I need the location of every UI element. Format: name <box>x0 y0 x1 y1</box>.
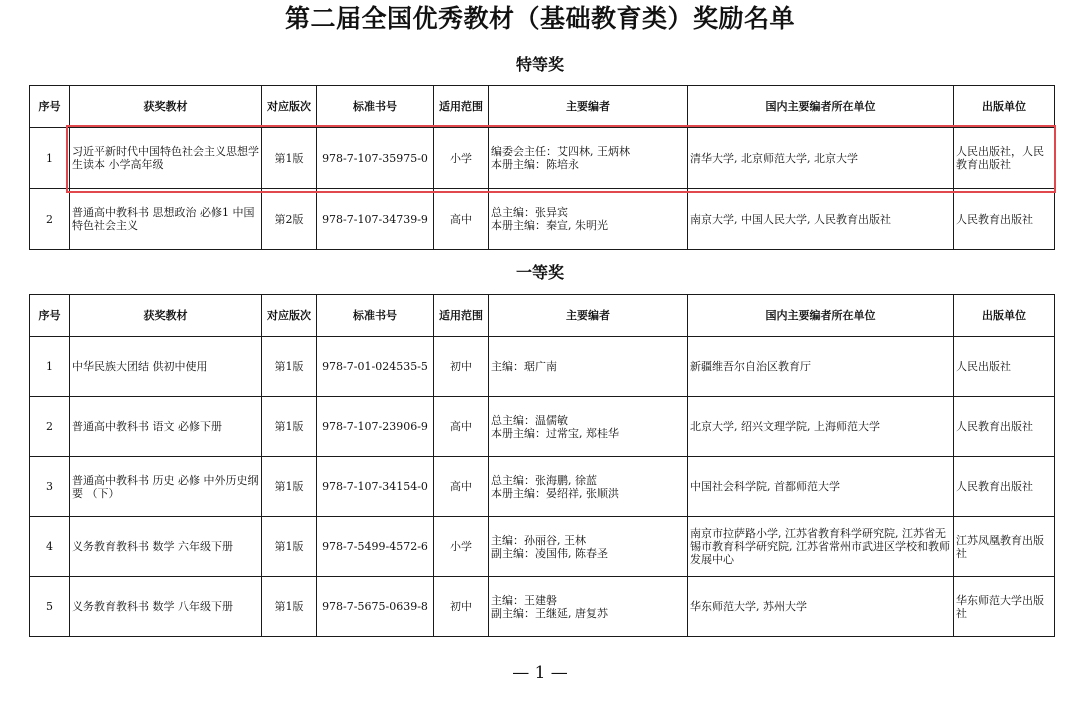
header-editors: 主要编者 <box>489 295 688 337</box>
cell-textbook: 普通高中教科书 历史 必修 中外历史纲要 （下） <box>70 457 262 517</box>
editor-line: 本册主编：秦宣, 朱明光 <box>491 219 608 232</box>
cell-units: 清华大学, 北京师范大学, 北京大学 <box>688 128 954 189</box>
table-row <box>30 128 1055 189</box>
cell-units: 华东师范大学, 苏州大学 <box>688 577 954 637</box>
cell-publisher: 人民出版社 <box>954 337 1055 397</box>
cell-edition: 第1版 <box>262 397 317 457</box>
editor-line: 副主编：凌国伟, 陈春圣 <box>491 546 608 560</box>
header-no: 序号 <box>30 86 70 128</box>
cell-scope: 初中 <box>434 337 489 397</box>
cell-isbn: 978-7-5675-0639-8 <box>317 577 434 637</box>
document-title: 第二届全国优秀教材（基础教育类）奖励名单 <box>284 4 795 33</box>
cell-publisher: 人民教育出版社 <box>954 189 1055 250</box>
page-number: — 1 — <box>512 663 568 683</box>
cell-isbn: 978-7-107-23906-9 <box>317 397 434 457</box>
cell-units: 新疆维吾尔自治区教育厅 <box>688 337 954 397</box>
editor-line: 主编：孙丽谷, 王林 <box>491 533 586 547</box>
cell-edition: 第1版 <box>262 337 317 397</box>
cell-edition: 第1版 <box>262 577 317 637</box>
cell-no: 4 <box>30 517 70 577</box>
cell-scope: 高中 <box>434 397 489 457</box>
special-prize-table <box>29 85 1055 250</box>
cell-edition: 第1版 <box>262 457 317 517</box>
cell-isbn: 978-7-107-34739-9 <box>317 189 434 250</box>
cell-scope: 小学 <box>434 517 489 577</box>
cell-textbook: 习近平新时代中国特色社会主义思想学生读本 小学高年级 <box>70 128 262 189</box>
cell-editors <box>489 189 688 250</box>
cell-publisher: 华东师范大学出版社 <box>954 577 1055 637</box>
cell-units: 中国社会科学院, 首都师范大学 <box>688 457 954 517</box>
editor-line: 副主编：王继延, 唐复苏 <box>491 606 608 620</box>
header-edition: 对应版次 <box>262 295 317 337</box>
editor-line: 总主编：温儒敏 <box>491 413 568 427</box>
header-publisher: 出版单位 <box>954 86 1055 128</box>
section-title-first-prize: 一等奖 <box>515 263 564 282</box>
table-header-row <box>30 86 1055 128</box>
cell-editors <box>489 128 688 189</box>
cell-textbook: 中华民族大团结 供初中使用 <box>70 337 262 397</box>
header-editors: 主要编者 <box>489 86 688 128</box>
header-isbn: 标准书号 <box>317 295 434 337</box>
header-units: 国内主要编者所在单位 <box>688 86 954 128</box>
cell-editors <box>489 457 688 517</box>
first-prize-table <box>29 294 1055 637</box>
header-edition: 对应版次 <box>262 86 317 128</box>
header-scope: 适用范围 <box>434 295 489 337</box>
cell-no: 1 <box>30 128 70 189</box>
cell-units: 北京大学, 绍兴文理学院, 上海师范大学 <box>688 397 954 457</box>
table-row <box>30 397 1055 457</box>
cell-publisher: 人民教育出版社 <box>954 397 1055 457</box>
editor-line: 本册主编：陈培永 <box>491 158 579 171</box>
header-isbn: 标准书号 <box>317 86 434 128</box>
cell-editors <box>489 577 688 637</box>
header-no: 序号 <box>30 295 70 337</box>
cell-edition: 第1版 <box>262 517 317 577</box>
editor-line: 本册主编：晏绍祥, 张顺洪 <box>491 486 619 500</box>
table-row <box>30 517 1055 577</box>
header-units: 国内主要编者所在单位 <box>688 295 954 337</box>
cell-editors <box>489 397 688 457</box>
cell-no: 2 <box>30 189 70 250</box>
cell-scope: 高中 <box>434 189 489 250</box>
cell-editors <box>489 337 688 397</box>
section-title-special-prize: 特等奖 <box>515 55 564 74</box>
editor-line: 编委会主任：艾四林, 王炳林 <box>491 145 630 158</box>
cell-scope: 小学 <box>434 128 489 189</box>
editor-line: 主编：王建磐 <box>491 593 557 607</box>
cell-publisher: 江苏凤凰教育出版社 <box>954 517 1055 577</box>
cell-isbn: 978-7-107-35975-0 <box>317 128 434 189</box>
editor-line: 主编：琚广南 <box>491 360 557 373</box>
editor-line: 本册主编：过常宝, 郑桂华 <box>491 426 619 440</box>
editor-line: 总主编：张海鹏, 徐蓝 <box>491 473 597 487</box>
cell-isbn: 978-7-107-34154-0 <box>317 457 434 517</box>
cell-edition: 第1版 <box>262 128 317 189</box>
cell-isbn: 978-7-5499-4572-6 <box>317 517 434 577</box>
cell-no: 3 <box>30 457 70 517</box>
cell-publisher: 人民出版社，人民教育出版社 <box>954 128 1055 189</box>
editor-line: 总主编：张异宾 <box>491 206 568 219</box>
table-header-row <box>30 295 1055 337</box>
cell-publisher: 人民教育出版社 <box>954 457 1055 517</box>
cell-textbook: 义务教育教科书 数学 八年级下册 <box>70 577 262 637</box>
cell-editors <box>489 517 688 577</box>
cell-no: 2 <box>30 397 70 457</box>
cell-no: 1 <box>30 337 70 397</box>
cell-units: 南京大学, 中国人民大学, 人民教育出版社 <box>688 189 954 250</box>
table-row <box>30 337 1055 397</box>
cell-scope: 高中 <box>434 457 489 517</box>
header-scope: 适用范围 <box>434 86 489 128</box>
header-textbook: 获奖教材 <box>70 295 262 337</box>
cell-edition: 第2版 <box>262 189 317 250</box>
cell-scope: 初中 <box>434 577 489 637</box>
header-publisher: 出版单位 <box>954 295 1055 337</box>
cell-textbook: 普通高中教科书 思想政治 必修1 中国特色社会主义 <box>70 189 262 250</box>
cell-units: 南京市拉萨路小学, 江苏省教育科学研究院, 江苏省无锡市教育科学研究院, 江苏省常州市武进区学校和教师发展中心 <box>688 517 954 577</box>
cell-textbook: 普通高中教科书 语文 必修下册 <box>70 397 262 457</box>
table-row <box>30 189 1055 250</box>
table-row <box>30 457 1055 517</box>
table-row <box>30 577 1055 637</box>
cell-textbook: 义务教育教科书 数学 六年级下册 <box>70 517 262 577</box>
header-textbook: 获奖教材 <box>70 86 262 128</box>
cell-isbn: 978-7-01-024535-5 <box>317 337 434 397</box>
cell-no: 5 <box>30 577 70 637</box>
